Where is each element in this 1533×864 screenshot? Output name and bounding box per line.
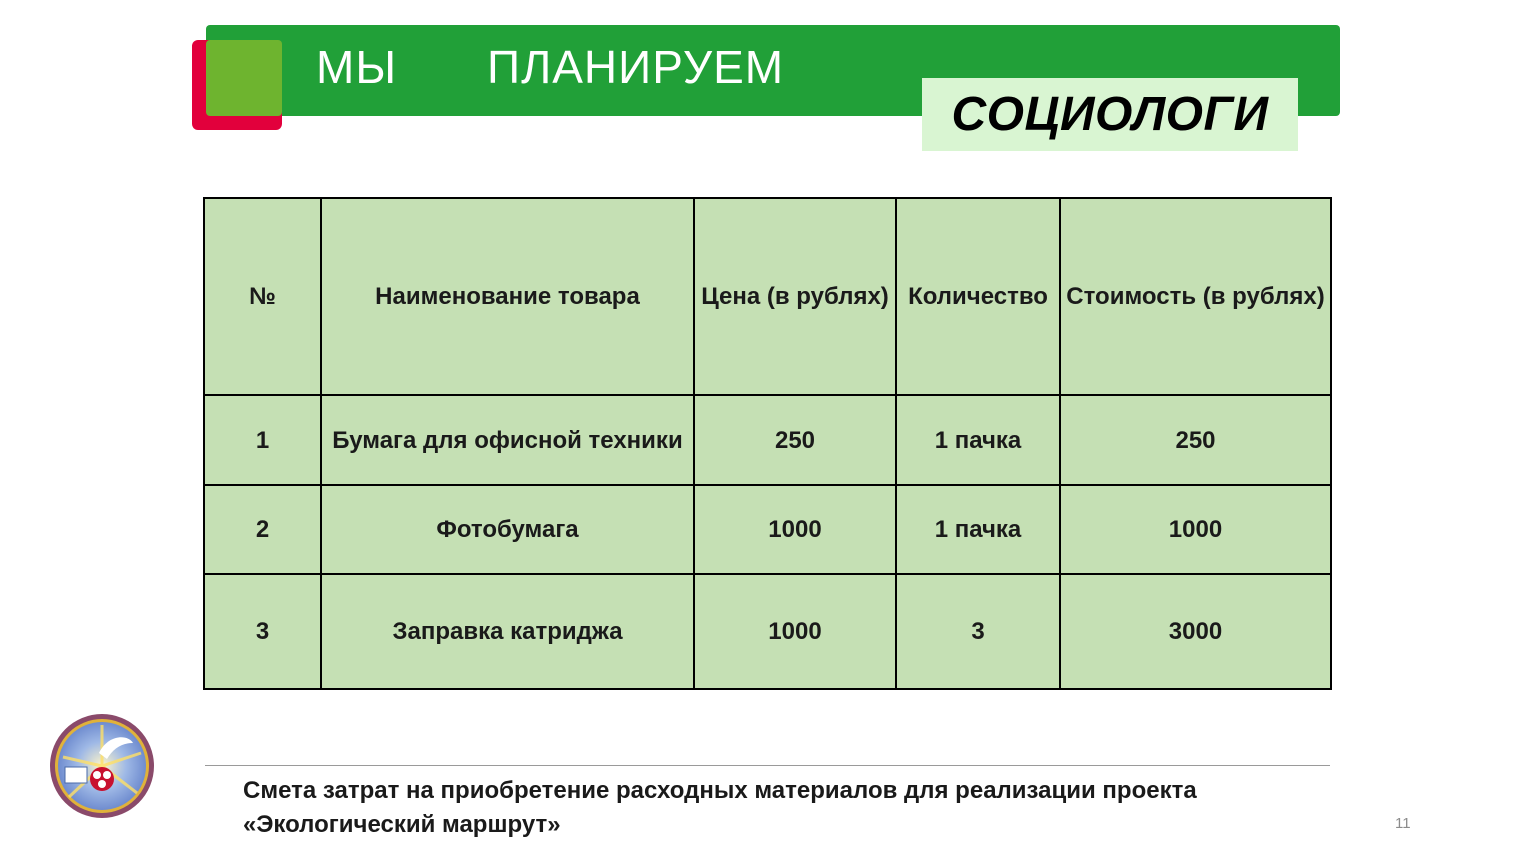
cell-quantity: 3: [896, 574, 1060, 689]
budget-table: [203, 197, 1332, 690]
caption-line-1: Смета затрат на приобретение расходных материалов для реализации проекта: [243, 777, 1197, 804]
footer-divider: [205, 765, 1330, 766]
cell-quantity: 1 пачка: [896, 485, 1060, 574]
cell-number: 3: [204, 574, 321, 689]
table-row: [204, 574, 1331, 689]
cell-cost: 1000: [1060, 485, 1331, 574]
header-cell-price: Цена (в рублях): [694, 198, 896, 395]
header-cell-item-name: Наименование товара: [321, 198, 694, 395]
table-header-row: [204, 198, 1331, 395]
cell-quantity: 1 пачка: [896, 395, 1060, 485]
cell-item-name: Заправка катриджа: [321, 574, 694, 689]
cell-cost: 250: [1060, 395, 1331, 485]
cell-cost: 3000: [1060, 574, 1331, 689]
cell-item-name: Бумага для офисной техники: [321, 395, 694, 485]
header-cell-cost: Стоимость (в рублях): [1060, 198, 1331, 395]
caption-line-2: «Экологический маршрут»: [243, 811, 561, 838]
table-row: [204, 395, 1331, 485]
footer-caption: [243, 774, 1303, 842]
page-number: 11: [1395, 815, 1411, 832]
subtitle-box: [922, 78, 1298, 151]
cell-number: 2: [204, 485, 321, 574]
header-accent-green: [206, 40, 282, 116]
cell-item-name: Фотобумага: [321, 485, 694, 574]
title-word-2: ПЛАНИРУЕМ: [487, 41, 785, 93]
cell-price: 1000: [694, 574, 896, 689]
cell-price: 1000: [694, 485, 896, 574]
header-cell-number: №: [204, 198, 321, 395]
cell-price: 250: [694, 395, 896, 485]
title-word-1: МЫ: [316, 41, 398, 93]
table-row: [204, 485, 1331, 574]
school-emblem-logo: [49, 713, 155, 819]
header-cell-quantity: Количество: [896, 198, 1060, 395]
cell-number: 1: [204, 395, 321, 485]
subtitle-text: СОЦИОЛОГИ: [951, 88, 1269, 141]
